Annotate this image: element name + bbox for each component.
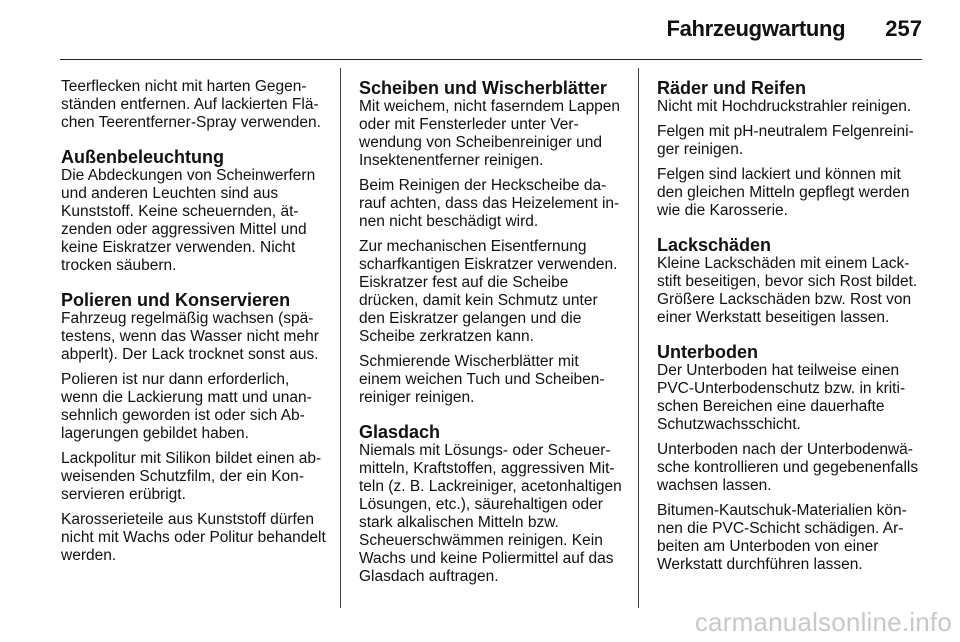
text-column-2 [359, 78, 624, 601]
column-divider-2 [638, 68, 639, 608]
paragraph: Unterboden nach der Unterbodenwäsche kontrollieren und gegebenenfalls wachsen lassen. [657, 441, 919, 494]
paragraph: Fahrzeug regelmäßig wachsen (spätestens, wenn das Wasser nicht mehr abperlt). Der Lack trocknet sonst aus. [61, 310, 319, 363]
column-divider-1 [340, 68, 341, 608]
section [61, 147, 326, 275]
paragraph: Teerflecken nicht mit harten Gegenständen entfernen. Auf lackierten Flächen Teerentferner-Spray verwenden. [61, 78, 321, 131]
section [359, 78, 624, 407]
section [359, 422, 624, 586]
paragraph: Schmierende Wischerblätter mit einem weichen Tuch und Scheibenreiniger reinigen. [359, 353, 605, 406]
section [657, 78, 925, 220]
page-header [666, 16, 922, 42]
section [61, 290, 326, 565]
paragraph: Kleine Lackschäden mit einem Lackstift beseitigen, bevor sich Rost bildet. Größere Lackschäden bzw. Rost von einer Werkstatt beseitigen lassen. [657, 255, 918, 326]
paragraph: Der Unterboden hat teilweise einen PVC-Unterbodenschutz bzw. in kritischen Bereichen eine dauerhafte Schutzwachsschicht. [657, 362, 906, 433]
paragraph: Bitumen-Kautschuk-Materialien können die PVC-Schicht schädigen. Arbeiten am Unterboden von einer Werkstatt durchführen lassen. [657, 502, 907, 573]
section-heading: Glasdach [359, 422, 441, 442]
section-heading: Unterboden [657, 342, 758, 362]
paragraph: Felgen sind lackiert und können mit den gleichen Mitteln gepflegt werden wie die Karosserie. [657, 166, 910, 219]
paragraph: Mit weichem, nicht faserndem Lappen oder mit Fensterleder unter Verwendung von Scheibenreiniger und Insektenentferner reinigen. [359, 98, 621, 169]
section-heading: Räder und Reifen [657, 78, 807, 98]
text-column-1 [61, 78, 326, 580]
paragraph: Karosserieteile aus Kunststoff dürfen nicht mit Wachs oder Politur behandelt werden. [61, 511, 326, 564]
page-title: Fahrzeugwartung [666, 16, 846, 41]
paragraph: Beim Reinigen der Heckscheibe darauf achten, dass das Heizelement innen nicht beschädigt wird. [359, 177, 620, 230]
paragraph: Die Abdeckungen von Scheinwerfern und anderen Leuchten sind aus Kunststoff. Keine scheuernden, ätzenden oder aggressiven Mittel und keine Eiskratzer verwenden. Nicht trocken säubern. [61, 167, 316, 274]
paragraph: Polieren ist nur dann erforderlich, wenn die Lackierung matt und unansehnlich geworden ist oder sich Ablagerungen gebildet haben. [61, 371, 312, 442]
header-rule [60, 59, 922, 60]
paragraph: Lackpolitur mit Silikon bildet einen abweisenden Schutzfilm, der ein Konservieren erübrigt. [61, 450, 322, 503]
section [61, 78, 326, 132]
paragraph: Niemals mit Lösungs- oder Scheuermitteln, Kraftstoffen, aggressiven Mitteln (z. B. Lackreiniger, acetonhaltigen Lösungen, etc.), säurehaltigen oder stark alkalischen Mitteln bzw. Scheuerschwämmen reinigen. Kein Wachs und keine Poliermittel auf das Glasdach auftragen. [359, 442, 622, 585]
section [657, 342, 925, 574]
section-heading: Außenbeleuchtung [61, 147, 224, 167]
page-number: 257 [885, 16, 922, 41]
section [657, 235, 925, 327]
section-heading: Lackschäden [657, 235, 772, 255]
paragraph: Felgen mit pH-neutralem Felgenreiniger reinigen. [657, 123, 914, 158]
paragraph: Nicht mit Hochdruckstrahler reinigen. [657, 98, 912, 115]
section-heading: Scheiben und Wischerblätter [359, 78, 607, 98]
section-heading: Polieren und Konservieren [61, 290, 291, 310]
watermark-text: carmanualsonline.info [694, 607, 952, 637]
paragraph: Zur mechanischen Eisentfernung scharfkantigen Eiskratzer verwenden. Eiskratzer fest auf die Scheibe drücken, damit kein Schmutz unter den Eiskratzer gelangen und die Scheibe zerkratzen kann. [359, 238, 618, 345]
text-column-3 [657, 78, 925, 589]
